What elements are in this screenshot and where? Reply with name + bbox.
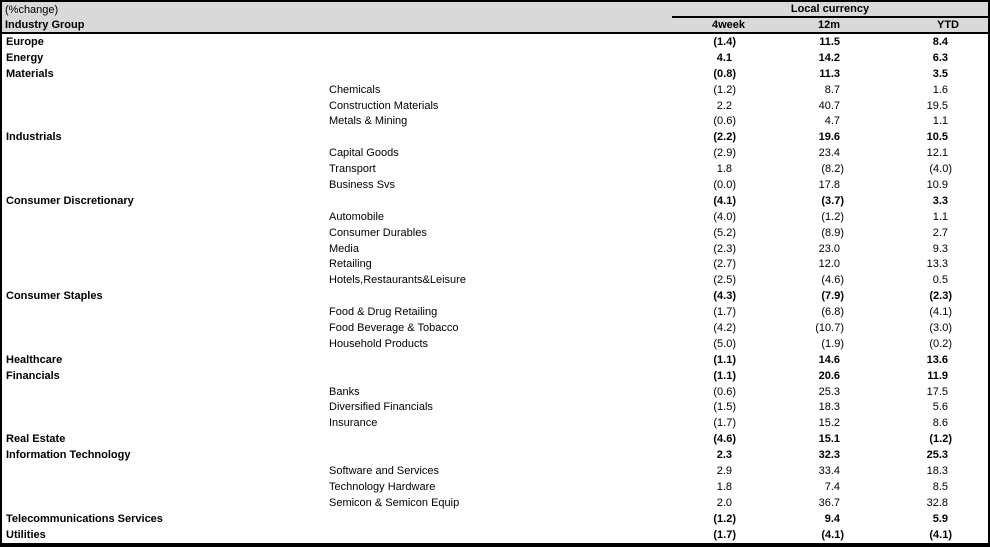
row-label: Semicon & Semicon Equip [329,496,460,509]
cell-12m-value: (1.9) [821,337,844,350]
cell-ytd-value: 1.1 [932,115,948,128]
table-row [2,352,988,368]
cell-ytd [844,258,952,270]
cell-12m-value: (6.8) [821,306,844,319]
cell-4week [628,401,736,413]
cell-12m [736,481,844,493]
cell-ytd [844,84,952,96]
cell-12m [736,147,844,159]
cell-12m-value: 23.0 [818,242,840,255]
cell-12m [736,115,844,127]
cell-12m-value: 11.3 [819,67,840,80]
table-row [2,209,988,225]
cell-4week-value: (4.3) [713,290,736,303]
table-row [2,336,988,352]
cell-4week [628,227,736,239]
cell-12m-value: 23.4 [818,147,840,160]
cell-4week [628,290,736,302]
column-header-4week-label: 4week [711,19,745,31]
table-row [2,495,988,511]
cell-ytd-value: 10.9 [926,178,948,191]
cell-ytd-value: 25.3 [926,449,948,462]
table-row [2,511,988,527]
table-row [2,50,988,66]
cell-ytd [844,370,952,382]
cell-4week [628,147,736,159]
cell-12m-value: 12.0 [818,258,840,271]
cell-12m-value: 19.6 [818,131,840,144]
table-row [2,527,988,543]
row-label: Healthcare [6,353,63,366]
row-label: Diversified Financials [329,401,433,414]
cell-ytd [844,322,952,334]
table-row [2,145,988,161]
cell-4week-value: (1.7) [713,306,736,319]
cell-4week-value: (1.2) [713,83,736,96]
cell-12m [736,465,844,477]
cell-ytd [844,354,952,366]
local-currency-group-header: Local currency [672,2,988,18]
cell-12m [736,449,844,461]
cell-4week [628,274,736,286]
cell-4week-value: (2.7) [713,258,736,271]
cell-12m [736,274,844,286]
row-label: Financials [6,369,60,382]
cell-12m-value: (3.7) [821,194,844,207]
cell-12m [736,322,844,334]
cell-ytd-value: 18.3 [926,464,948,477]
cell-ytd-value: 9.3 [932,242,948,255]
cell-ytd-value: (0.2) [929,337,952,350]
cell-12m-value: 14.6 [818,353,840,366]
table-row [2,431,988,447]
cell-ytd [844,290,952,302]
cell-ytd [844,481,952,493]
column-header-12m-label: 12m [817,19,840,31]
cell-ytd [844,195,952,207]
cell-ytd [844,115,952,127]
cell-12m [736,258,844,270]
row-label: Banks [329,385,360,398]
table-row [2,241,988,257]
table-row [2,463,988,479]
cell-ytd-value: 13.6 [926,353,948,366]
cell-12m [736,529,844,541]
cell-4week-value: (2.9) [713,147,736,160]
table-row [2,34,988,50]
table-body [2,34,988,543]
cell-12m-value: 40.7 [818,99,840,112]
cell-12m [736,386,844,398]
row-label: Real Estate [6,433,66,446]
row-label: Consumer Durables [329,226,427,239]
table-row [2,304,988,320]
header-row-top [2,2,988,18]
cell-ytd-value: 3.5 [932,67,948,80]
cell-12m [736,179,844,191]
cell-12m [736,227,844,239]
cell-12m [736,131,844,143]
cell-4week-value: (4.0) [713,210,736,223]
row-label: Construction Materials [329,99,439,112]
cell-ytd [844,36,952,48]
table-row [2,66,988,82]
table-row [2,161,988,177]
row-label: Media [329,242,359,255]
cell-4week-value: (4.1) [713,194,736,207]
cell-12m-value: 14.2 [818,51,840,64]
cell-4week [628,513,736,525]
cell-ytd [844,497,952,509]
row-label: Europe [6,35,44,48]
cell-12m [736,52,844,64]
cell-4week [628,433,736,445]
cell-12m [736,338,844,350]
row-label: Capital Goods [329,147,399,160]
cell-12m-value: (10.7) [815,321,844,334]
cell-ytd-value: (2.3) [929,290,952,303]
cell-12m [736,100,844,112]
cell-ytd-value: (1.2) [929,433,952,446]
row-label: Transport [329,163,376,176]
cell-ytd [844,449,952,461]
cell-ytd-value: 8.4 [932,35,948,48]
table-row [2,399,988,415]
cell-ytd-value: 6.3 [932,51,948,64]
cell-4week-value: 4.1 [716,51,732,64]
cell-12m-value: (8.9) [821,226,844,239]
cell-12m [736,417,844,429]
industry-group-column-header: Industry Group [5,19,85,31]
cell-4week [628,449,736,461]
table-row [2,129,988,145]
cell-12m-value: 4.7 [824,115,840,128]
cell-12m-value: 15.2 [818,417,840,430]
cell-4week [628,465,736,477]
table-row [2,272,988,288]
table-row [2,82,988,98]
cell-4week-value: 2.2 [716,99,732,112]
cell-4week [628,338,736,350]
cell-4week-value: (0.0) [713,178,736,191]
cell-12m [736,497,844,509]
cell-4week [628,354,736,366]
cell-ytd [844,100,952,112]
cell-12m [736,211,844,223]
row-label: Metals & Mining [329,115,408,128]
cell-ytd-value: 3.3 [932,194,948,207]
cell-4week [628,258,736,270]
row-label: Household Products [329,337,429,350]
table-row [2,320,988,336]
cell-ytd [844,163,952,175]
cell-12m [736,433,844,445]
cell-12m-value: (7.9) [821,290,844,303]
cell-12m [736,243,844,255]
cell-ytd-value: 1.1 [932,210,948,223]
cell-ytd-value: 11.9 [927,369,948,382]
cell-4week [628,68,736,80]
cell-ytd-value: 13.3 [926,258,948,271]
cell-ytd-value: (4.0) [929,163,952,176]
cell-12m [736,36,844,48]
cell-4week [628,243,736,255]
cell-12m-value: 25.3 [818,385,840,398]
cell-4week-value: 1.8 [716,163,732,176]
cell-ytd-value: 8.6 [932,417,948,430]
cell-ytd [844,417,952,429]
cell-12m [736,68,844,80]
header-row-columns [2,18,988,32]
cell-4week-value: 2.0 [716,496,732,509]
row-label: Chemicals [329,83,381,96]
row-label: Food & Drug Retailing [329,306,438,319]
cell-4week-value: (0.6) [713,115,736,128]
cell-12m-value: 15.1 [818,433,840,446]
cell-12m-value: 7.4 [824,480,840,493]
cell-12m-value: 18.3 [818,401,840,414]
cell-4week-value: (0.6) [713,385,736,398]
cell-4week-value: (1.7) [713,417,736,430]
cell-4week [628,195,736,207]
cell-ytd [844,211,952,223]
cell-ytd-value: (3.0) [929,321,952,334]
cell-ytd [844,529,952,541]
row-label: Industrials [6,131,62,144]
cell-4week-value: (0.8) [713,67,736,80]
cell-4week-value: (1.1) [713,353,736,366]
cell-ytd [844,52,952,64]
cell-4week-value: (1.7) [713,528,736,541]
cell-12m-value: 33.4 [818,464,840,477]
cell-ytd-value: 2.7 [932,226,948,239]
row-label: Energy [6,51,44,64]
table-row [2,225,988,241]
cell-ytd [844,179,952,191]
cell-4week-value: (2.5) [713,274,736,287]
cell-4week [628,163,736,175]
row-label: Consumer Staples [6,290,103,303]
cell-ytd-value: (4.1) [929,306,952,319]
table-row [2,193,988,209]
cell-ytd [844,306,952,318]
cell-4week [628,386,736,398]
cell-ytd [844,274,952,286]
cell-12m-value: (4.1) [821,528,844,541]
cell-4week-value: 2.3 [716,449,732,462]
table-row [2,177,988,193]
cell-ytd-value: (4.1) [929,528,952,541]
table-row [2,113,988,129]
cell-ytd [844,243,952,255]
cell-ytd [844,401,952,413]
cell-4week-value: (4.2) [713,321,736,334]
row-label: Food Beverage & Tobacco [329,321,459,334]
cell-12m [736,306,844,318]
cell-4week-value: (2.2) [713,131,736,144]
row-label: Insurance [329,417,378,430]
cell-4week [628,529,736,541]
cell-4week-value: (1.1) [713,369,736,382]
row-label: Retailing [329,258,372,271]
cell-4week [628,481,736,493]
table-row [2,256,988,272]
row-label: Technology Hardware [329,480,436,493]
cell-12m-value: 8.7 [824,83,840,96]
cell-4week [628,370,736,382]
cell-4week [628,100,736,112]
cell-4week [628,115,736,127]
cell-12m [736,163,844,175]
cell-12m [736,370,844,382]
table-row [2,384,988,400]
row-label: Business Svs [329,178,396,191]
row-label: Hotels,Restaurants&Leisure [329,274,466,287]
cell-12m [736,84,844,96]
cell-12m [736,290,844,302]
cell-4week-value: (4.6) [713,433,736,446]
column-header-ytd [844,19,959,31]
cell-4week-value: (5.2) [713,226,736,239]
cell-12m [736,401,844,413]
cell-ytd-value: 17.5 [926,385,948,398]
cell-12m [736,195,844,207]
table-row [2,447,988,463]
cell-12m-value: (1.2) [821,210,844,223]
cell-4week [628,84,736,96]
row-label: Information Technology [6,449,131,462]
cell-ytd [844,68,952,80]
cell-4week-value: 1.8 [716,480,732,493]
row-label: Materials [6,67,54,80]
cell-4week-value: (1.4) [713,35,736,48]
column-header-12m [736,19,844,31]
cell-4week-value: (5.0) [713,337,736,350]
row-label: Software and Services [329,464,440,477]
cell-12m-value: 9.4 [824,512,840,525]
table-row [2,288,988,304]
column-header-ytd-label: YTD [937,19,959,31]
cell-4week-value: (1.2) [713,512,736,525]
cell-12m-value: 36.7 [818,496,840,509]
cell-ytd [844,433,952,445]
cell-ytd-value: 8.5 [932,480,948,493]
cell-4week [628,179,736,191]
cell-ytd-value: 12.1 [926,147,948,160]
cell-ytd-value: 5.9 [932,512,948,525]
cell-4week [628,417,736,429]
table-row [2,98,988,114]
cell-ytd-value: 0.5 [932,274,948,287]
cell-4week [628,36,736,48]
table-header [2,2,988,32]
cell-ytd-value: 32.8 [926,496,948,509]
row-label: Automobile [329,210,385,223]
cell-ytd-value: 10.5 [926,131,948,144]
cell-ytd [844,147,952,159]
cell-ytd [844,227,952,239]
cell-4week [628,497,736,509]
table-row [2,415,988,431]
cell-4week [628,52,736,64]
cell-4week [628,211,736,223]
cell-ytd [844,386,952,398]
cell-4week-value: (1.5) [713,401,736,414]
table-row [2,479,988,495]
table-row [2,368,988,384]
row-label: Consumer Discretionary [6,194,134,207]
cell-4week-value: (2.3) [713,242,736,255]
row-label: Telecommunications Services [6,512,163,525]
cell-4week-value: 2.9 [716,464,732,477]
cell-12m-value: 17.8 [818,178,840,191]
cell-ytd-value: 19.5 [926,99,948,112]
cell-4week [628,131,736,143]
cell-12m-value: 32.3 [818,449,840,462]
cell-ytd [844,465,952,477]
cell-12m-value: (8.2) [821,163,844,176]
cell-ytd [844,513,952,525]
row-label: Utilities [6,528,46,541]
cell-ytd [844,338,952,350]
cell-12m-value: 11.5 [819,35,840,48]
cell-4week [628,322,736,334]
cell-4week [628,306,736,318]
pct-change-label: (%change) [5,4,59,16]
cell-12m-value: (4.6) [821,274,844,287]
cell-12m [736,513,844,525]
cell-ytd-value: 5.6 [932,401,948,414]
column-header-4week [628,19,745,31]
cell-12m-value: 20.6 [818,369,840,382]
cell-12m [736,354,844,366]
cell-ytd [844,131,952,143]
cell-ytd-value: 1.6 [932,83,948,96]
